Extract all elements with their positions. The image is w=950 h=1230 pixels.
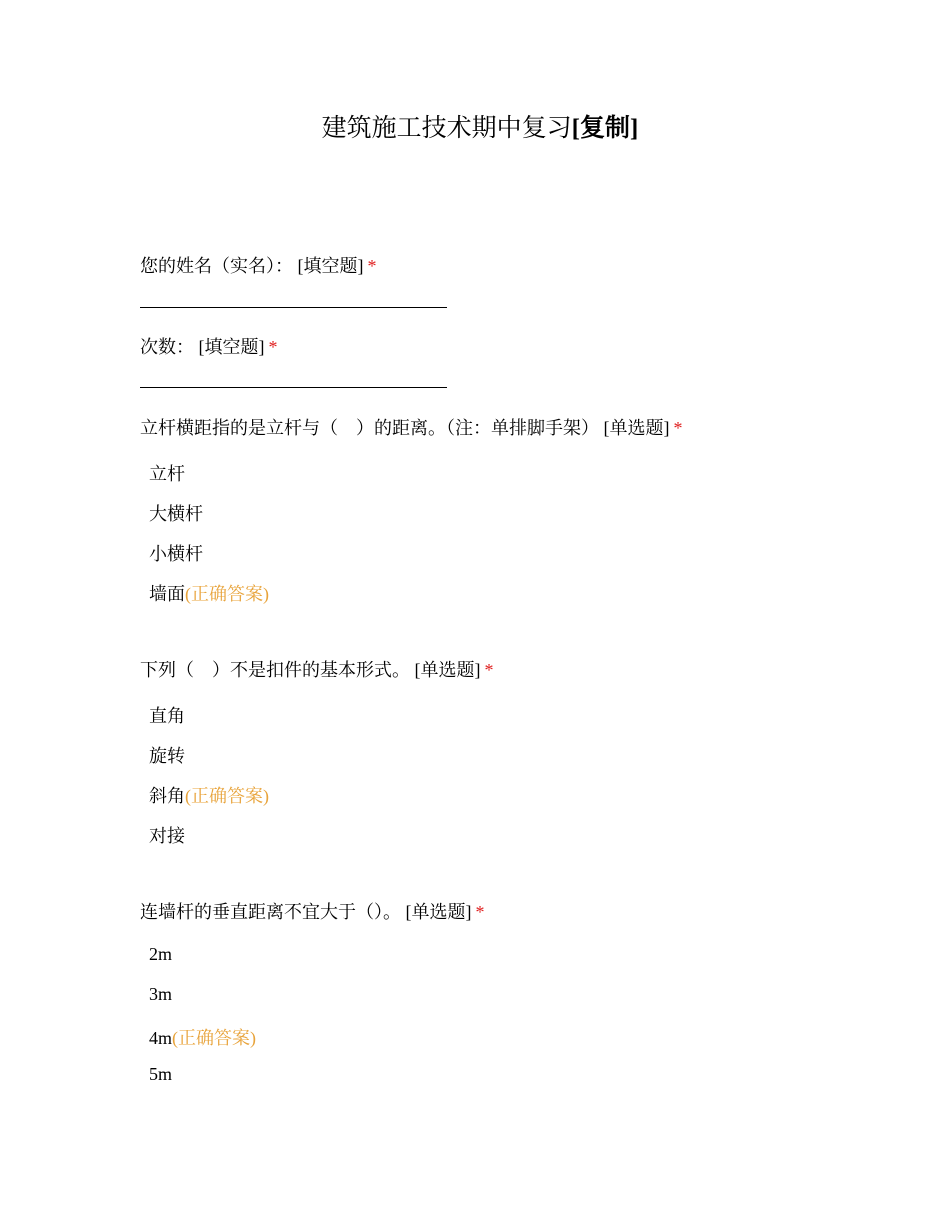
question-type: [单选题] (405, 902, 472, 922)
option-item[interactable] (149, 1024, 256, 1050)
survey-title: 建筑施工技术期中复习 (321, 115, 572, 142)
correct-answer-note: (正确答案) (185, 584, 269, 604)
question-title-name (140, 252, 377, 278)
question-text: 次数： (140, 337, 194, 357)
question-type: [单选题] (603, 418, 670, 438)
question-type: [填空题] (297, 256, 364, 276)
correct-answer-note: (正确答案) (172, 1028, 257, 1048)
option-label: 立杆 (149, 464, 185, 484)
question-text: 连墙杆的垂直距离不宜大于（）。 (140, 902, 401, 922)
option-item[interactable] (149, 944, 172, 965)
option-label: 直角 (149, 706, 185, 726)
option-label: 旋转 (149, 746, 185, 766)
option-item[interactable] (149, 822, 185, 848)
option-item[interactable] (149, 540, 203, 566)
option-label: 对接 (149, 826, 185, 846)
option-item[interactable] (149, 460, 185, 486)
option-label: 5m (149, 1064, 173, 1084)
option-item[interactable] (149, 500, 203, 526)
option-item[interactable] (149, 580, 269, 606)
question-type: [单选题] (414, 660, 481, 680)
option-item[interactable] (149, 742, 185, 768)
question-title-5 (140, 898, 485, 924)
option-label: 2m (149, 944, 173, 964)
required-mark: * (268, 337, 278, 357)
correct-answer-note: (正确答案) (185, 786, 269, 806)
option-label: 4m (149, 1028, 173, 1048)
question-title-4 (140, 656, 494, 682)
name-answer-blank[interactable] (140, 307, 447, 308)
question-text: 立杆横距指的是立杆与（ ）的距离。（注：单排脚手架） (140, 418, 599, 438)
option-label: 墙面 (149, 584, 185, 604)
required-mark: * (475, 902, 485, 922)
option-item[interactable] (149, 984, 172, 1005)
required-mark: * (484, 660, 494, 680)
required-mark: * (673, 418, 683, 438)
option-label: 小横杆 (149, 544, 203, 564)
question-text: 下列（ ）不是扣件的基本形式。 (140, 660, 410, 680)
option-label: 大横杆 (149, 504, 203, 524)
option-item[interactable] (149, 1064, 172, 1085)
question-title-3 (140, 414, 683, 440)
question-title-count (140, 333, 278, 359)
option-label: 3m (149, 984, 173, 1004)
option-item[interactable] (149, 702, 185, 728)
question-text: 您的姓名（实名）： (140, 256, 293, 276)
title-suffix: [复制] (571, 115, 639, 142)
option-label: 斜角 (149, 786, 185, 806)
count-answer-blank[interactable] (140, 387, 447, 388)
page-title (0, 108, 950, 144)
question-type: [填空题] (198, 337, 265, 357)
required-mark: * (367, 256, 377, 276)
option-item[interactable] (149, 782, 269, 808)
